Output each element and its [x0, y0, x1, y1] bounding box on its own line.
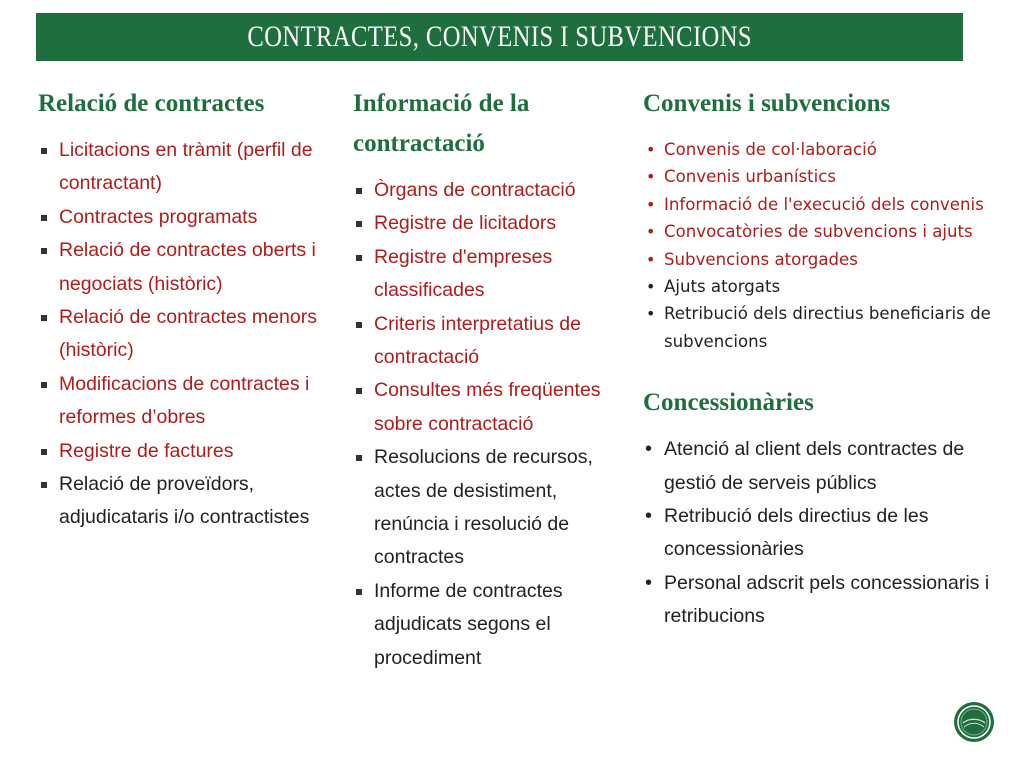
square-bullet-icon — [356, 322, 362, 328]
square-bullet-icon — [41, 315, 47, 321]
list-item-6 — [643, 300, 993, 355]
list-item-2 — [643, 567, 993, 634]
list-item-text[interactable]: Consultes més freqüentes sobre contractació — [374, 379, 601, 435]
list-item-3[interactable] — [643, 218, 993, 245]
list-item-5 — [643, 273, 993, 300]
list-item-text: Relació de proveïdors, adjudicataris i/o contractistes — [59, 473, 310, 529]
list-item-text[interactable]: Informació de l'execució dels convenis — [664, 194, 984, 214]
list-item-3[interactable] — [38, 301, 333, 368]
bullet-dot-icon: • — [646, 167, 656, 187]
contracts-column — [38, 84, 333, 535]
contracts-list — [38, 134, 333, 535]
square-bullet-icon — [356, 255, 362, 261]
list-item-1[interactable] — [353, 207, 628, 240]
list-item-text[interactable]: Registre de licitadors — [374, 212, 557, 235]
list-item-4[interactable] — [38, 368, 333, 435]
list-item-4[interactable] — [353, 374, 628, 441]
list-item-text[interactable]: Relació de contractes menors (històric) — [59, 306, 317, 362]
square-bullet-icon — [356, 455, 362, 461]
square-bullet-icon — [41, 215, 47, 221]
square-bullet-icon — [356, 388, 362, 394]
bullet-dot-icon: • — [646, 222, 656, 242]
bullet-dot-icon: • — [646, 277, 656, 297]
list-item-text: Ajuts atorgats — [664, 277, 781, 297]
list-item-text[interactable]: Registre de factures — [59, 439, 234, 462]
list-item-1[interactable] — [643, 163, 993, 190]
list-item-text[interactable]: Criteris interpretatius de contractació — [374, 312, 581, 369]
list-item-text[interactable]: Registre d'empreses classificades — [374, 245, 553, 302]
list-item-1 — [643, 500, 993, 567]
bullet-dot-icon: • — [646, 140, 656, 159]
list-item-0[interactable] — [38, 134, 333, 201]
square-bullet-icon — [41, 382, 47, 388]
list-item-text[interactable]: Convocatòries de subvencions i ajuts — [664, 222, 973, 242]
bullet-dot-icon: • — [645, 438, 653, 461]
list-item-2[interactable] — [643, 191, 993, 218]
square-bullet-icon — [41, 482, 47, 488]
list-item-3[interactable] — [353, 308, 628, 375]
list-item-text[interactable]: Licitacions en tràmit (perfil de contractant) — [59, 139, 313, 195]
bullet-dot-icon: • — [646, 194, 656, 214]
list-item-0[interactable] — [353, 174, 628, 207]
list-item-text[interactable]: Convenis urbanístics — [664, 167, 837, 187]
list-item-text: Informe de contractes adjudicats segons el procediment — [374, 579, 563, 669]
page-title: CONTRACTES, CONVENIS I SUBVENCIONS — [247, 20, 752, 53]
contracting-info-list — [353, 174, 628, 675]
list-item-text: Retribució dels directius de les concessionàries — [664, 505, 929, 561]
list-item-2[interactable] — [38, 234, 333, 301]
list-item-5[interactable] — [38, 435, 333, 468]
list-item-6 — [38, 468, 333, 535]
title-bar — [36, 13, 963, 61]
list-item-6 — [353, 575, 628, 675]
list-item-5 — [353, 441, 628, 575]
list-item-text: Retribució dels directius beneficiaris de subvencions — [664, 304, 991, 351]
list-item-0 — [643, 433, 993, 500]
green-circle-logo-icon — [953, 701, 995, 743]
list-item-0[interactable] — [643, 136, 993, 163]
list-item-4[interactable] — [643, 246, 993, 273]
list-item-text: Atenció al client dels contractes de gestió de serveis públics — [664, 438, 965, 494]
list-item-2[interactable] — [353, 241, 628, 308]
list-item-text[interactable]: Contractes programats — [59, 205, 258, 228]
agreements-column — [643, 84, 993, 634]
agreements-list — [643, 136, 993, 355]
contracting-info-heading: Informació de la contractació — [353, 90, 530, 157]
square-bullet-icon — [41, 148, 47, 154]
contracts-heading: Relació de contractes — [38, 90, 265, 117]
bullet-dot-icon: • — [645, 505, 653, 528]
bullet-dot-icon: • — [646, 249, 656, 269]
square-bullet-icon — [356, 221, 362, 227]
contracting-info-column — [353, 84, 628, 675]
concessions-heading: Concessionàries — [643, 389, 814, 417]
agreements-heading: Convenis i subvencions — [643, 90, 891, 117]
list-item-text: Resolucions de recursos, actes de desistiment, renúncia i resolució de contractes — [374, 446, 593, 569]
concessions-list — [643, 433, 993, 633]
bullet-dot-icon: • — [645, 571, 653, 594]
bullet-dot-icon: • — [646, 304, 656, 324]
list-item-text[interactable]: Convenis de col·laboració — [664, 140, 877, 159]
list-item-1[interactable] — [38, 201, 333, 234]
list-item-text[interactable]: Òrgans de contractació — [374, 179, 576, 201]
list-item-text[interactable]: Relació de contractes oberts i negociats (històric) — [59, 239, 316, 295]
list-item-text: Personal adscrit pels concessionaris i retribucions — [664, 571, 990, 628]
square-bullet-icon — [41, 248, 47, 254]
list-item-text[interactable]: Modificacions de contractes i reformes d’obres — [59, 372, 310, 429]
square-bullet-icon — [41, 449, 47, 455]
square-bullet-icon — [356, 589, 362, 595]
square-bullet-icon — [356, 188, 362, 194]
list-item-text[interactable]: Subvencions atorgades — [664, 249, 858, 269]
